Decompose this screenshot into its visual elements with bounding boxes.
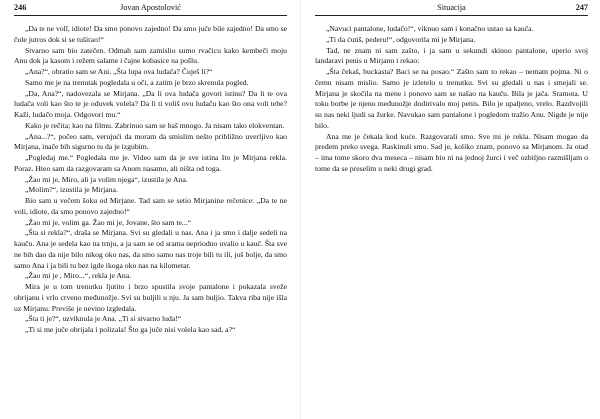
left-page-header	[14, 2, 287, 16]
paragraph: Kako je rečita; kao na filmu. Zabrinuo sam se baš mnogo. Ja nisam tako elokventan.	[25, 120, 285, 130]
paragraph: „Ti da ćutiš, pederu!“, odgovorila mi je Mirjana.	[326, 34, 476, 44]
paragraph: „Žao mi je , Miro...“, rekla je Ana.	[25, 271, 132, 281]
paragraph: „Šta si rekla?“, draša se Mirjana. Svi su gledali u nas. Ana i ja smo i dalje sedeli na kauču. Ana je sedela kao na trnju, a ja sam se od srama nepriodno uvalio u kauč. Šta sve ne bih dao da nije bilo nikog oko nas, da smo samo nas troje bili tu ili, još bolje, da smo samo Ana i ja bili tu bez igde ikoga oko nas na kilometar.	[14, 228, 287, 270]
paragraph: „Žao mi je, Miro, ali ja volim njega“, izustila je Ana.	[25, 174, 188, 184]
paragraph: Mira je u tom trenutku ljutito i brzo spustila svoje pantalone i pokazala sveže obrijanu i vrlo crveno međunožje. Svi su buljili u nju. Ja sam buljio. Takva riba nije išla uz Mirjanu. Previše je nevino izgledala.	[14, 282, 287, 313]
right-page-header	[315, 2, 588, 16]
paragraph: „Ti si me juče obrijala i polizala! Što ga juče nisi volela kao sad, a?“	[25, 325, 236, 334]
right-page-body	[315, 24, 588, 175]
left-page-number: 246	[14, 3, 27, 12]
paragraph: „Navuci pantalone, ludačo!“, viknuo sam i konačno ustao sa kauča.	[326, 24, 534, 33]
paragraph: „Ana...?“, počeo sam, verujući da moram da smislim nešto približno uverljivo kao Mirjana, inače bih sigurno tu da je izgubim.	[14, 131, 287, 152]
paragraph: „Šta čekaš, buckasta? Baci se na posao.“ Zašto sam to rekao – nemam pojma. Ni o čemu nisam mislio. Samo je izletelo u trenutku. Svi su gledali u nas i smejali se. Mirjana je skočila na mene i ponovo sam se našao na kauču. Bila je jača. Sramota. U toku borbe je njeno međunožje dodirivalo moj penis. Bilo je upaljeno, vrelo. Razdvojili su nas neki ljudi sa žurke. Navukao sam pantalone i pogledom tražio Anu. Nigde je nije bilo.	[315, 67, 588, 130]
paragraph: Samo me je na trenutak pogledala u oči, a zatim je brzo skrenula pogled.	[25, 77, 249, 87]
paragraph: Ana me je čekala kod kuće. Razgovarali smo. Sve mi je rekla. Nisam mogao da pređem preko svega. Raskinuli smo. Sad je, koliko znam, ponovo sa Mirjanom. Ja otad – ima tome skoro dva meseca – nisam bio ni na jednoj žurci i več ozbiljno razmišljam o tome da se preselim u neki drugi grad.	[315, 131, 588, 173]
book-gutter	[300, 0, 301, 419]
paragraph: „Šta ti je?“, uzviknula je Ana. „Ti si stvarno luda!“	[25, 314, 182, 324]
left-page	[14, 0, 287, 419]
paragraph: Stvarno sam bio zatečen. Odmah sam zamislio sumo rvačicu kako kembeči moju Anu dok ja kasom i režem salame i čajne kobasice na pošlu.	[14, 45, 287, 66]
left-running-head: Jovan Apostolović	[120, 3, 181, 12]
paragraph: Tad, ne znam ni sam zašto, i ja sam u sekundi skinuo pantalone, uperio svoj landaravi penis u Mirjanu i rekao:	[315, 45, 588, 66]
right-page-number: 247	[575, 3, 588, 12]
paragraph: „Žao mi je, volim ga. Žao mi je, Jovane, što sam te...“	[25, 217, 192, 227]
paragraph: „Molim?“, izustila je Mirjana.	[25, 185, 118, 195]
left-page-body	[14, 24, 287, 336]
paragraph: „Pogledaj me.“ Pogledala me je. Video sam da je sve istina što je Mirjana rekla. Poraz. Hteo sam da razgovaram sa Anom nasamo, ali ništa od toga.	[14, 153, 287, 173]
paragraph: „Da te ne volī, idiote! Da smo ponovo zajedno! Da smo juče bile zajedno! Da smo se čule jutros dok si se tuširao!“	[14, 24, 287, 44]
paragraph: „Da, Ana?“, nadovezala se Mirjana. „Da li ova ludača govori istinu? Da li te ova ludača voli kao što te je oduvek volela? Da li ti voliš ovu ludaču kao što ona voli tebe? Kaži, ludačo moja. Odgovori mu.“	[14, 88, 287, 119]
paragraph: Bio sam u večem šoku od Mirjane. Tad sam se setio Mirjanine rečenice: „Da te ne voli, idiote, da smo ponovo zajedno!“	[14, 196, 287, 216]
right-page	[315, 0, 588, 419]
right-running-head: Situacija	[437, 3, 466, 12]
paragraph: „Ana?“, obratio sam se Ani. „Šta lupa ova ludača? Čuješ li?“	[25, 67, 213, 76]
